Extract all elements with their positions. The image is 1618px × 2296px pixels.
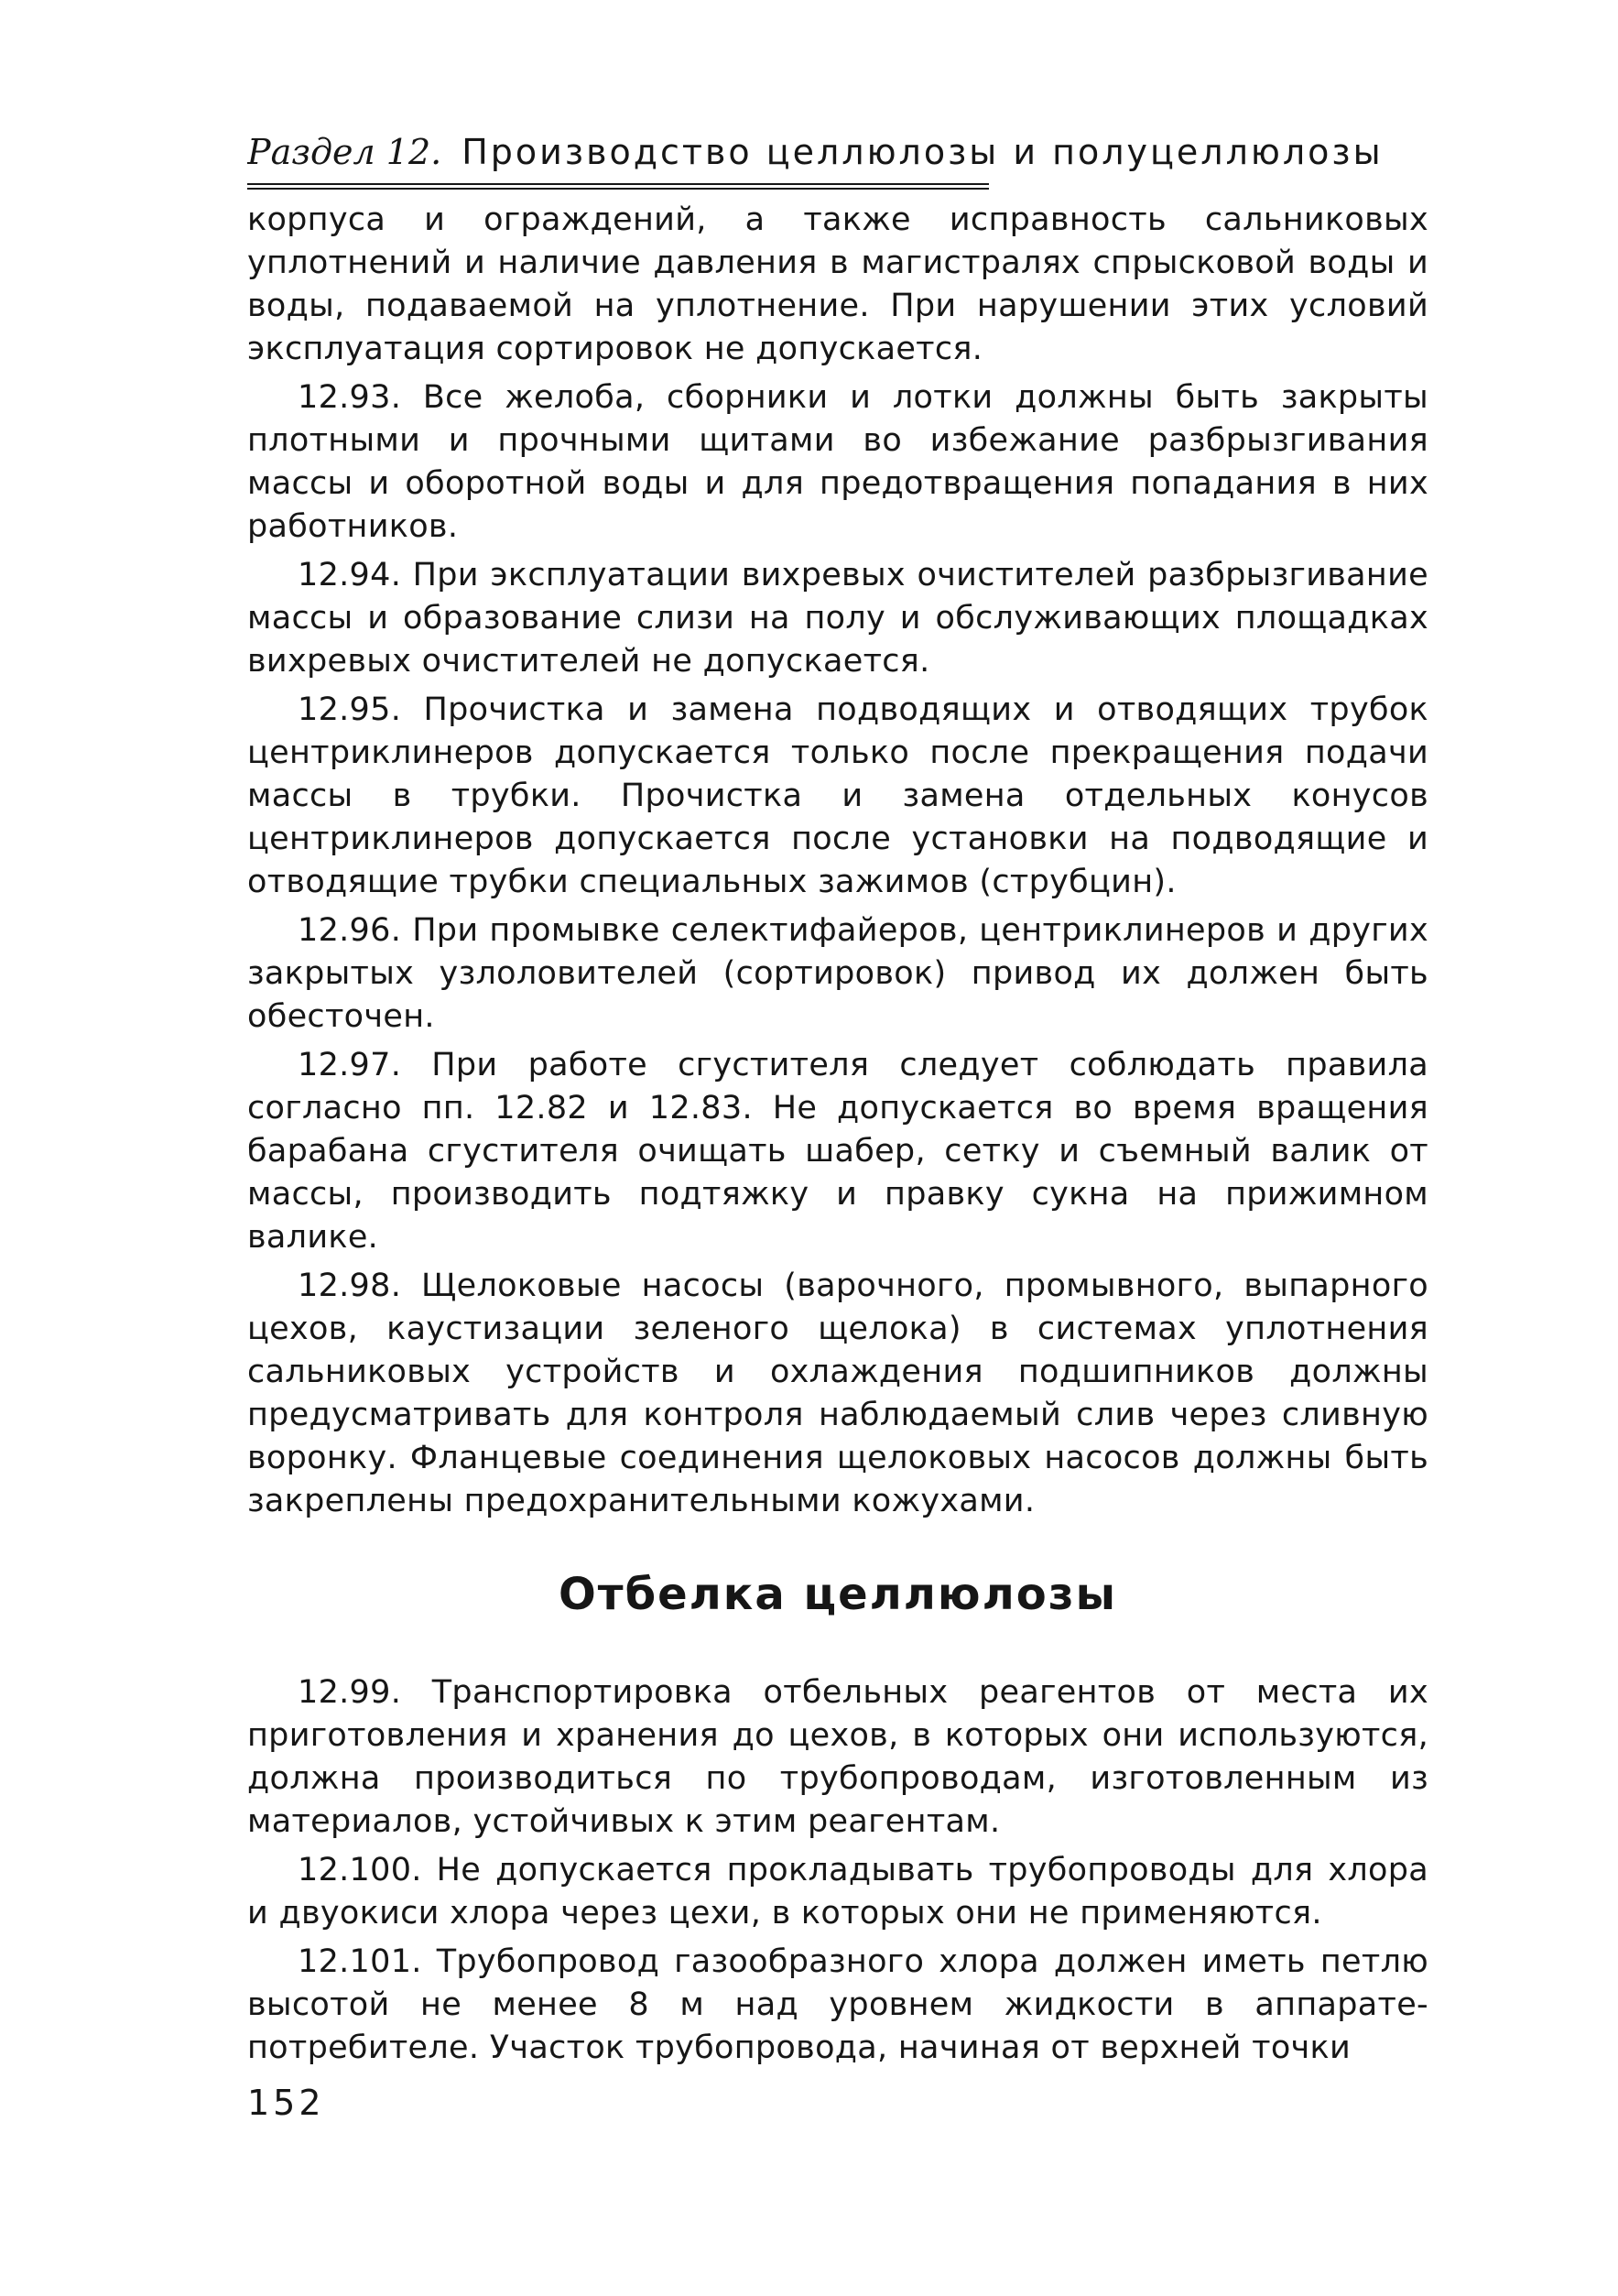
header-rule	[247, 183, 989, 190]
running-header	[247, 126, 1428, 178]
paragraph-12-93: 12.93. Все желоба, сборники и лотки должны быть закрыты плотными и прочными щитами во избежание разбрызгивания массы и оборотной воды и для предотвращения попадания в них работников.	[247, 379, 1428, 545]
paragraph-continued: корпуса и ограждений, а также исправность сальниковых уплотнений и наличие давления в магистралях спрысковой воды и воды, подаваемой на уплотнение. При нарушении этих условий эксплуатация сортировок не допускается.	[247, 201, 1428, 367]
paragraph-12-98: 12.98. Щелоковые насосы (варочного, промывного, выпарного цехов, каустизации зеленого щелока) в системах уплотнения сальниковых устройств и охлаждения подшипников должны предусматривать для контроля наблюдаемый слив через сливную воронку. Фланцевые соединения щелоковых насосов должны быть закреплены предохранительными кожухами.	[247, 1268, 1428, 1519]
paragraph-12-96: 12.96. При промывке селектифайеров, центриклинеров и других закрытых узлоловителей (сортировок) привод их должен быть обесточен.	[247, 912, 1428, 1035]
paragraph-12-99: 12.99. Транспортировка отбельных реагентов от места их приготовления и хранения до цехов, в которых они используются, должна производиться по трубопроводам, изготовленным из материалов, устойчивых к этим реагентам.	[247, 1674, 1428, 1840]
paragraph-12-95: 12.95. Прочистка и замена подводящих и отводящих трубок центриклинеров допускается только после прекращения подачи массы в трубки. Прочистка и замена отдельных конусов центриклинеров допускается после установки на подводящие и отводящие трубки специальных зажимов (струбцин).	[247, 691, 1428, 900]
paragraph-12-97: 12.97. При работе сгустителя следует соблюдать правила согласно пп. 12.82 и 12.83. Не допускается во время вращения барабана сгустителя очищать шабер, сетку и съемный валик от массы, производить подтяжку и правку сукна на прижимном валике.	[247, 1047, 1428, 1256]
header-section-label: Раздел 12.	[247, 132, 442, 172]
paragraph-12-101: 12.101. Трубопровод газообразного хлора должен иметь петлю высотой не менее 8 м над уровнем жидкости в аппарате-потребителе. Участок трубопровода, начиная от верхней точки	[247, 1943, 1428, 2066]
page-number: 152	[247, 2083, 325, 2123]
header-title: Производство целлюлозы и полуцеллюлозы	[462, 132, 1384, 172]
section-heading: Отбелка целлюлозы	[558, 1569, 1118, 1620]
paragraph-12-94: 12.94. При эксплуатации вихревых очистителей разбрызгивание массы и образование слизи на полу и обслуживающих площадках вихревых очистителей не допускается.	[247, 557, 1428, 680]
paragraph-12-100: 12.100. Не допускается прокладывать трубопроводы для хлора и двуокиси хлора через цехи, в которых они не применяются.	[247, 1852, 1428, 1931]
document-page	[247, 126, 1428, 2123]
